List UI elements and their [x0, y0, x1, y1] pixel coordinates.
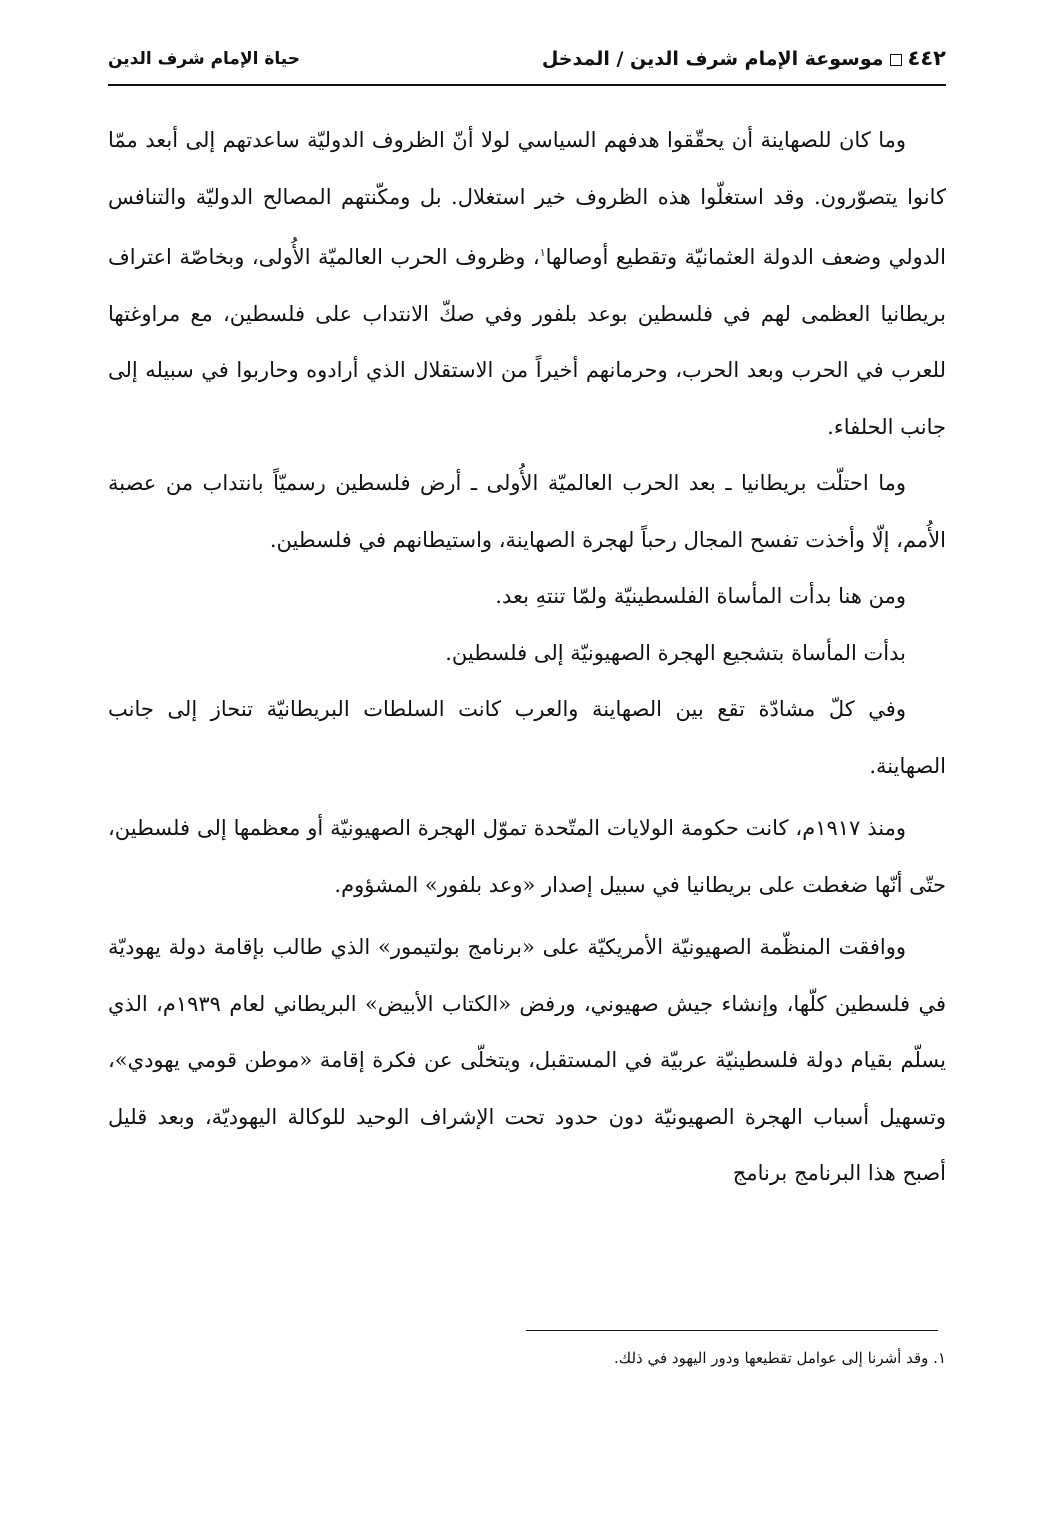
paragraph-2: وما احتلّت بريطانيا ـ بعد الحرب العالميّة الأُولى ـ أرض فلسطين رسميّاً بانتداب من عصبة الأُمم، إلّا وأخذت تفسح المجال رحباً لهجرة الصهاينة، واستيطانهم في فلسطين.: [108, 471, 946, 552]
header-divider: [108, 84, 946, 86]
chapter-title: حياة الإمام شرف الدين: [108, 49, 300, 69]
page-header: [108, 40, 946, 86]
header-running-title: [542, 46, 946, 70]
paragraph-6: ومنذ ١٩١٧م، كانت حكومة الولايات المتّحدة تموّل الهجرة الصهيونيّة أو معظمها إلى فلسطين، حتّى أنّها ضغطت على بريطانيا في سبيل إصدار «وعد بلفور» المشؤوم.: [108, 816, 946, 897]
paragraph-1-text-continued: ، وظروف الحرب العالميّة الأُولى، وبخاصّة اعتراف بريطانيا العظمى لهم في فلسطين بوعد بلفور وفي صكّ الانتداب على فلسطين، مع مراوغتها للعرب في الحرب وبعد الحرب، وحرمانهم أخيراً من الاستقلال الذي أرادوه وحاربوا في سبيله إلى جانب الحلفاء.: [108, 245, 946, 439]
page-number: ٤٤٢: [907, 46, 946, 70]
paragraph-1: [108, 112, 946, 455]
square-separator-icon: [890, 54, 902, 66]
paragraph-4: بدأت المأساة بتشجيع الهجرة الصهيونيّة إلى فلسطين.: [445, 640, 906, 665]
footnote: ١. وقد أشرنا إلى عوامل تقطيعها ودور اليهود في ذلك.: [614, 1349, 946, 1367]
paragraph-1-text: وما كان للصهاينة أن يحقّقوا هدفهم السياسي لولا أنّ الظروف الدوليّة ساعدتهم إلى أبعد ممّا كانوا يتصوّرون. وقد استغلّوا هذه الظروف خير استغلال. بل ومكّنتهم المصالح الدوليّة والتنافس الدولي وضعف الدولة العثمانيّة وتقطيع أوصالها: [108, 128, 946, 269]
main-text: [108, 112, 946, 1202]
book-title: موسوعة الإمام شرف الدين / المدخل: [541, 48, 884, 70]
footnote-reference: ١: [539, 246, 546, 259]
footnote-divider: [526, 1330, 938, 1331]
paragraph-7: ووافقت المنظّمة الصهيونيّة الأمريكيّة على «برنامج بولتيمور» الذي طالب بإقامة دولة يهوديّة في فلسطين كلّها، وإنشاء جيش صهيوني، ورفض «الكتاب الأبيض» البريطاني لعام ١٩٣٩م، الذي يسلّم بقيام دولة فلسطينيّة عربيّة في المستقبل، ويتخلّى عن فكرة إقامة «موطن قومي يهودي»، وتسهيل أسباب الهجرة الصهيونيّة دون حدود تحت الإشراف الوحيد للوكالة اليهوديّة، وبعد قليل أصبح هذا البرنامج برنامج: [108, 935, 946, 1185]
paragraph-5: وفي كلّ مشادّة تقع بين الصهاينة والعرب كانت السلطات البريطانيّة تنحاز إلى جانب الصهاينة.: [108, 697, 946, 778]
paragraph-3: ومن هنا بدأت المأساة الفلسطينيّة ولمّا تنتهِ بعد.: [495, 584, 906, 608]
